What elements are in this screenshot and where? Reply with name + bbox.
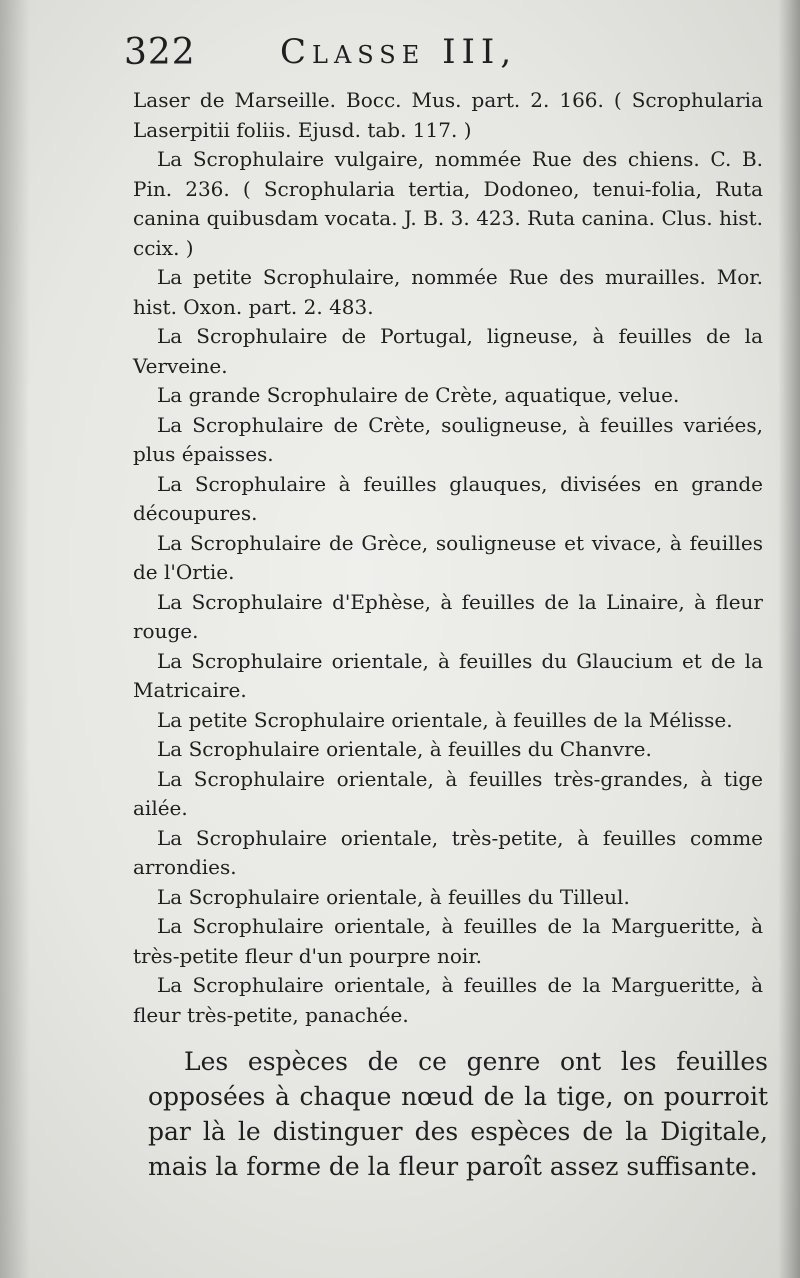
genus-note-text: Les espèces de ce genre ont les feuilles opposées à chaque nœud de la tige, on pourroit par là le distinguer des espèces de la Digitale, mais la forme de la fleur paroît assez suffisante.: [148, 1047, 768, 1181]
species-list: [133, 86, 763, 1030]
page-header: [120, 28, 760, 84]
species-entry: La Scrophulaire de Crète, souligneuse, à feuilles variées, plus épaisses.: [133, 412, 763, 466]
genus-note: [148, 1044, 768, 1184]
page-gutter-shadow: [0, 0, 30, 1278]
species-entry: La Scrophulaire orientale, très-petite, à feuilles comme arrondies.: [133, 825, 763, 879]
species-entry: La Scrophulaire orientale, à feuilles de la Margueritte, à fleur très-petite, panachée.: [133, 973, 763, 1027]
species-entry: La Scrophulaire orientale, à feuilles du Glaucium et de la Matricaire.: [133, 648, 763, 702]
species-entry: La Scrophulaire orientale, à feuilles de la Margueritte, à très-petite fleur d'un pourpre noir.: [133, 914, 763, 968]
page-edge-shadow: [778, 0, 800, 1278]
species-entry: Laser de Marseille. Bocc. Mus. part. 2. 166. ( Scrophularia Laserpitii foliis. Ejusd. tab. 117. ): [133, 88, 763, 142]
page-number: 322: [124, 32, 196, 73]
species-entry: La Scrophulaire orientale, à feuilles du Tilleul.: [157, 884, 630, 909]
species-entry: La Scrophulaire de Grèce, souligneuse et vivace, à feuilles de l'Ortie.: [133, 530, 763, 584]
running-head: Classe III,: [280, 32, 518, 72]
species-entry: La Scrophulaire orientale, à feuilles très-grandes, à tige ailée.: [133, 766, 763, 820]
species-entry: La grande Scrophulaire de Crète, aquatique, velue.: [157, 383, 680, 407]
species-entry: La Scrophulaire d'Ephèse, à feuilles de la Linaire, à fleur rouge.: [133, 589, 763, 643]
species-entry: La Scrophulaire de Portugal, ligneuse, à feuilles de la Verveine.: [133, 324, 763, 378]
species-entry: La Scrophulaire vulgaire, nommée Rue des chiens. C. B. Pin. 236. ( Scrophularia tertia, Dodoneo, tenui-folia, Ruta canina quibusdam vocata. J. B. 3. 423. Ruta canina. Clus. hist. ccix. ): [133, 147, 763, 260]
species-entry: La Scrophulaire orientale, à feuilles du Chanvre.: [157, 737, 652, 761]
species-entry: La petite Scrophulaire orientale, à feuilles de la Mélisse.: [157, 707, 733, 732]
species-entry: La Scrophulaire à feuilles glauques, divisées en grande découpures.: [133, 471, 763, 525]
species-entry: La petite Scrophulaire, nommée Rue des murailles. Mor. hist. Oxon. part. 2. 483.: [133, 265, 763, 319]
